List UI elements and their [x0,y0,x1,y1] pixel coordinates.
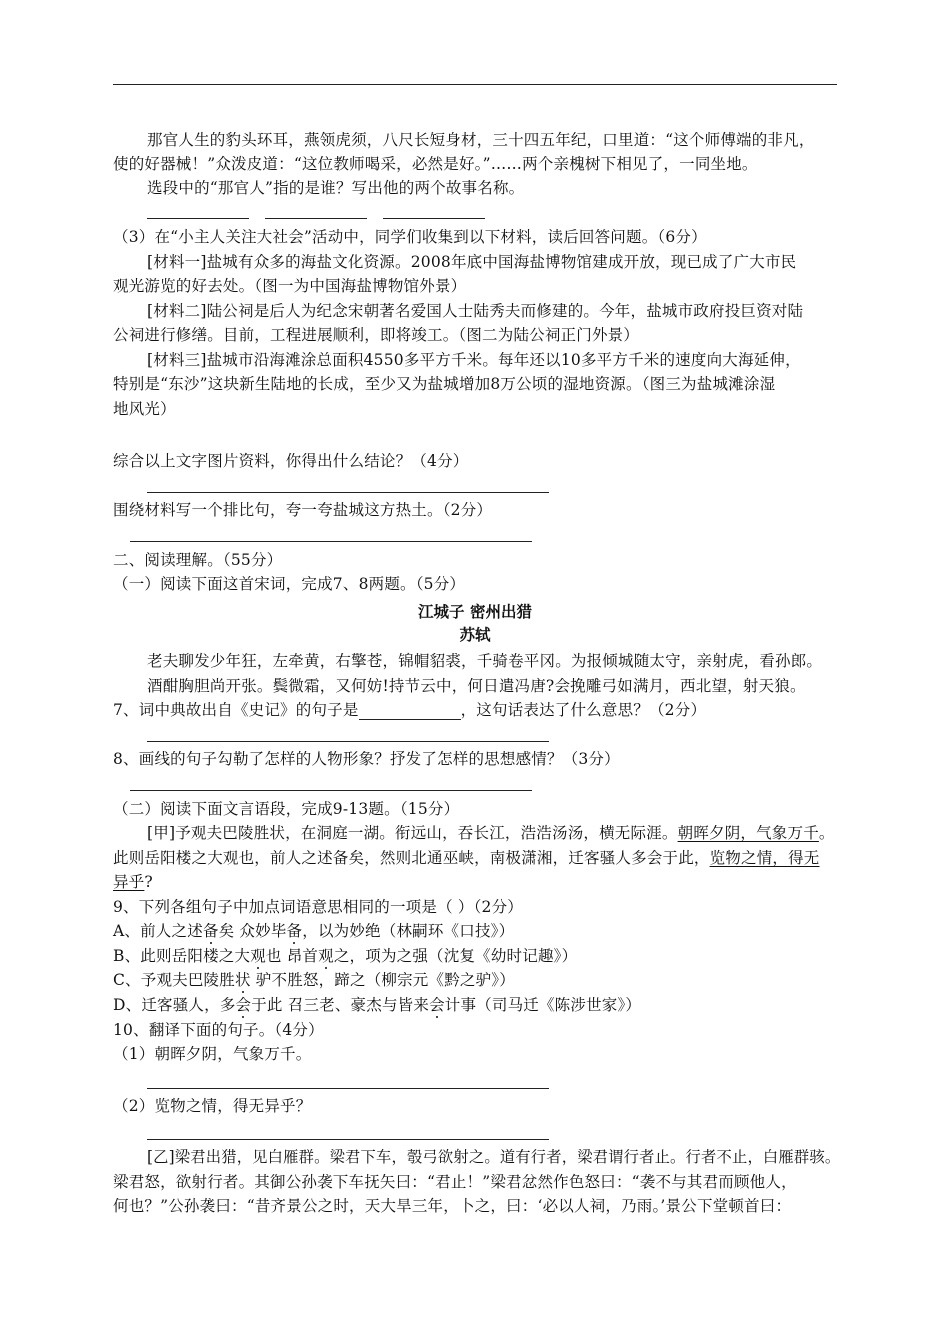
question-8: 8、画线的句子勾勒了怎样的人物形象？抒发了怎样的思想感情？（3分） [113,750,620,768]
material-line: 地风光） [113,400,176,418]
option-text: 之，项为之强（沈复《幼时记趣》） [333,947,578,965]
material-line: 观光游览的好去处。（图一为中国海盐博物馆外景） [113,277,467,295]
answer-blank[interactable] [147,218,249,219]
section-title: 二、阅读理解。（55分） [113,551,283,569]
dotted-word: 备 [202,922,219,940]
sub-question: （2）览物之情，得无异乎？ [113,1097,312,1115]
option-text: ，以为妙绝（林嗣环《口技》） [302,922,515,940]
option-text: 驴不胜怒，蹄之（柳宗元《黔之驴》） [250,971,515,989]
material-line: 特别是“东沙”这块新生陆地的长成，至少又为盐城增加8万公顷的湿地资源。（图三为盐城滩涂湿 [113,375,776,393]
passage-jia-line [113,872,153,892]
passage-yi-line: 梁君怒，欲射行者。其御公孙袭下车抚矢曰：“君止！”梁君忿然作色怒曰：“袭不与其君而顾他人， [113,1173,797,1191]
passage-line: 使的好器械！”众泼皮道：“这位教师喝采，必然是好。”……两个亲槐树下相见了，一同坐地。 [113,155,758,173]
option-text: 计事（司马迁《陈涉世家》） [444,996,642,1014]
passage-jia-line [147,823,835,843]
passage-text: ? [144,873,153,891]
passage-line: 那官人生的豹头环耳，燕领虎须，八尺长短身材，三十四五年纪，口里道：“这个师傅端的非凡， [147,131,815,149]
sub-question: （1）朝晖夕阴，气象万千。 [113,1045,312,1063]
question-10: 10、翻译下面的句子。（4分） [113,1021,324,1039]
section-subtitle: （二）阅读下面文言语段，完成9-13题。（15分） [113,800,460,818]
option-b[interactable] [113,946,577,966]
option-text: A、前人之述 [113,922,203,940]
option-text: 矣 众妙毕 [218,922,287,940]
dotted-word: 会 [235,996,252,1014]
option-text: 也 昂首 [265,947,319,965]
answer-blank[interactable] [130,541,532,542]
question-7-text: ，这句话表达了什么意思？（2分） [460,701,707,719]
passage-yi-line: [乙]梁君出猎，见白雁群。梁君下车，彀弓欲射之。道有行者，梁君谓行者止。行者不止，白雁群骇。 [147,1148,841,1166]
question-text: 综合以上文字图片资料，你得出什么结论？（4分） [113,452,469,470]
poem-author: 苏轼 [459,625,491,644]
dotted-word: 观 [318,947,334,965]
answer-blank[interactable] [130,790,532,791]
material-line: [材料二]陆公祠是后人为纪念宋朝著名爱国人士陆秀夫而修建的。今年，盐城市政府投巨资对陆 [147,302,804,320]
question-7-text: 7、词中典故出自《史记》的句子是 [113,701,359,719]
header-rule [113,84,837,85]
option-text: D、迁客骚人，多 [113,996,236,1014]
poem-line: 酒酣胸胆尚开张。鬓微霜，又何妨!持节云中，何日遣冯唐?会挽雕弓如满月，西北望，射天狼。 [147,677,806,695]
answer-blank[interactable] [147,741,549,742]
underlined-sentence: 朝晖夕阴，气象万千 [677,824,819,842]
question-9: 9、下列各组句子中加点词语意思相同的一项是（ ）（2分） [113,898,524,916]
passage-text: [甲]予观夫巴陵胜状，在洞庭一湖。衔远山，吞长江，浩浩汤汤，横无际涯。 [147,824,678,842]
answer-blank[interactable] [359,705,461,720]
dotted-word: 观 [250,947,266,965]
poem-line: 老夫聊发少年狂，左牵黄，右擎苍，锦帽貂裘，千骑卷平冈。为报倾城随太守，亲射虎，看孙郎。 [147,652,823,670]
option-c[interactable] [113,970,515,990]
answer-blank[interactable] [265,218,367,219]
option-a[interactable] [113,921,514,941]
option-text: C、予观夫巴陵胜 [113,971,235,989]
poem-title: 江城子 密州出猎 [418,602,532,621]
option-text: B、此则岳阳楼之大 [113,947,251,965]
dotted-word: 备 [286,922,303,940]
material-line: 公祠进行修缮。目前，工程进展顺利，即将竣工。（图二为陆公祠正门外景） [113,326,640,344]
option-d[interactable] [113,995,641,1015]
question-text: 围绕材料写一个排比句，夸一夸盐城这方热土。（2分） [113,501,493,519]
answer-blank[interactable] [147,1088,549,1089]
underlined-sentence: 异乎 [113,873,145,891]
passage-jia-line [113,848,820,868]
passage-yi-line: 何也？”公孙袭曰：“昔齐景公之时，天大旱三年，卜之，曰：‘必以人祠，乃雨。’景公下堂顿首曰： [113,1197,792,1215]
answer-blank[interactable] [147,492,549,493]
answer-blank[interactable] [383,218,485,219]
question-text: 选段中的“那官人”指的是谁？写出他的两个故事名称。 [147,179,525,197]
section-subtitle: （一）阅读下面这首宋词，完成7、8两题。（5分） [113,575,466,593]
underlined-sentence: 览物之情，得无 [709,849,820,867]
dotted-word: 状 [234,971,251,989]
passage-text: 此则岳阳楼之大观也，前人之述备矣，然则北通巫峡，南极潇湘，迁客骚人多会于此， [113,849,710,867]
option-text: 于此 召三老、豪杰与皆来 [251,996,430,1014]
material-line: [材料三]盐城市沿海滩涂总面积4550多平方千米。每年还以10多平方千米的速度向大海延伸， [147,351,801,369]
question-title: （3）在“小主人关注大社会”活动中，同学们收集到以下材料，读后回答问题。（6分） [113,228,707,246]
material-line: [材料一]盐城有众多的海盐文化资源。2008年底中国海盐博物馆建成开放，现已成了广大市民 [147,253,797,271]
dotted-word: 会 [429,996,445,1014]
answer-blank[interactable] [147,1139,549,1140]
question-7 [113,700,706,720]
passage-text: 。 [818,824,835,842]
